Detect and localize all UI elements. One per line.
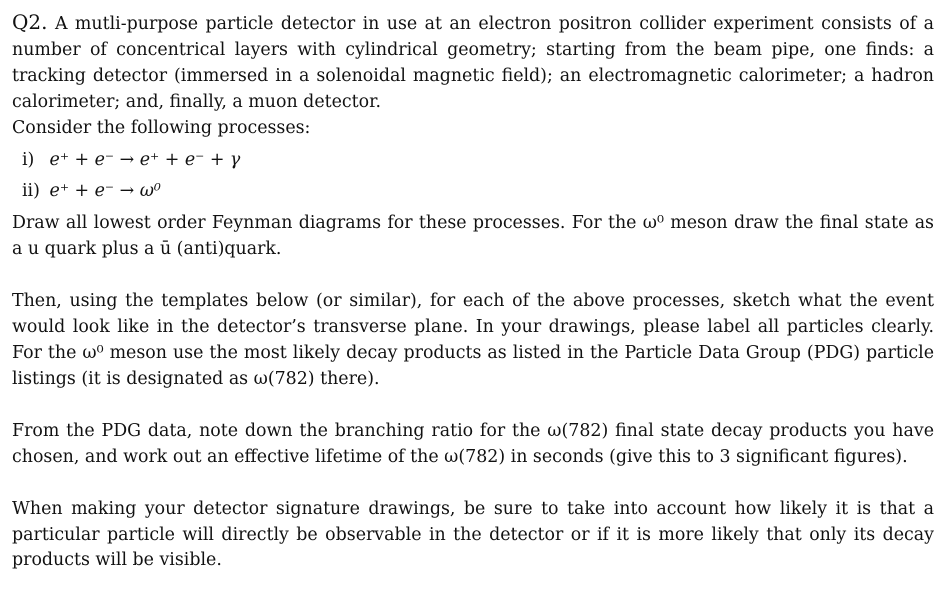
question-number: Q2. [12,10,48,34]
consider-line: Consider the following processes: [12,117,311,138]
process-2-label: ii) [22,181,40,202]
process-1 [22,148,934,174]
process-1-equation: e⁺ + e⁻ → e⁺ + e⁻ + γ [49,149,241,170]
signature-paragraph: When making your detector signature drawings, be sure to take into account how likely it is that a particular particle will directly be observable in the detector or if it is more likely that only its decay products will be visible. [12,498,934,571]
intro-paragraph [12,10,934,116]
process-1-label: i) [22,149,35,170]
process-2-equation: e⁺ + e⁻ → ω⁰ [49,181,161,202]
paragraph-gap [12,263,934,289]
paragraph-gap [12,471,934,497]
paragraph-gap [12,393,934,419]
process-2 [22,179,934,205]
detector-paragraph: Then, using the templates below (or similar), for each of the above processes, sketch what the event would look like in the detector’s transverse plane. In your drawings, please label all particles clearly. For the ω⁰ meson use the most likely decay products as listed in the Particle Data Group (PDG) particle listings (it is designated as ω(782) there). [12,291,934,389]
feynman-paragraph: Draw all lowest order Feynman diagrams for these processes. For the ω⁰ meson draw the final state as a u quark plus a ū (anti)quark. [12,213,934,260]
pdg-paragraph: From the PDG data, note down the branching ratio for the ω(782) final state decay products you have chosen, and work out an effective lifetime of the ω(782) in seconds (give this to 3 significant figures). [12,420,934,467]
intro-text: A mutli-purpose particle detector in use at an electron positron collider experiment consists of a number of concentrical layers with cylindrical geometry; starting from the beam pipe, one finds: a tracking detector (immersed in a solenoidal magnetic field); an electromagnetic calorimeter; a hadron calorimeter; and, finally, a muon detector. [12,14,935,112]
